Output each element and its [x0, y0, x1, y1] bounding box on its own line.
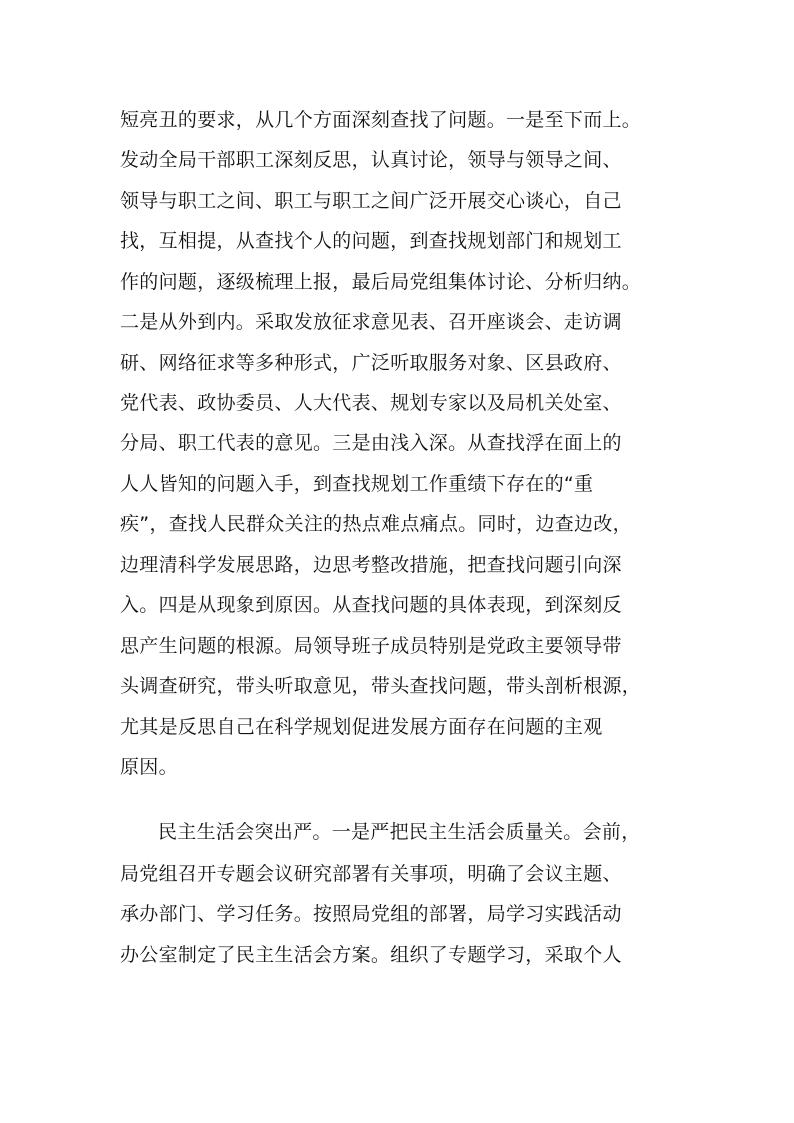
text-line: 疾”，查找人民群众关注的热点难点痛点。同时，边查边改， [120, 513, 632, 535]
text-line: 短亮丑的要求，从几个方面深刻查找了问题。一是至下而上。 [120, 109, 642, 131]
text-line [120, 976, 680, 1016]
text-line: 尤其是反思自己在科学规划促进发展方面存在问题的主观 [120, 716, 603, 738]
text-line: 思产生问题的根源。局领导班子成员特别是党政主要领导带 [120, 635, 622, 657]
text-line: 局党组召开专题会议研究部署有关事项，明确了会议主题、 [120, 863, 622, 885]
text-line: 入。四是从现象到原因。从查找问题的具体表现，到深刻反 [120, 594, 622, 616]
text-line: 边理清科学发展思路，边思考整改措施，把查找问题引向深 [120, 554, 622, 576]
text-line: 发动全局干部职工深刻反思，认真讨论，领导与领导之间、 [120, 149, 622, 171]
text-line: 二是从外到内。采取发放征求意见表、召开座谈会、走访调 [120, 311, 622, 333]
text-line: 承办部门、学习任务。按照局党组的部署，局学习实践活动 [120, 903, 622, 925]
text-line: 分局、职工代表的意见。三是由浅入深。从查找浮在面上的 [120, 432, 622, 454]
text-line: 头调查研究，带头听取意见，带头查找问题，带头剖析根源， [120, 675, 642, 697]
text-line: 作的问题，逐级梳理上报，最后局党组集体讨论、分析归纳。 [120, 271, 642, 293]
text-line: 研、网络征求等多种形式，广泛听取服务对象、区县政府、 [120, 352, 622, 374]
text-line: 找，互相提，从查找个人的问题，到查找规划部门和规划工 [120, 230, 622, 252]
text-line: 原因。 [120, 756, 178, 778]
text-line: 领导与职工之间、职工与职工之间广泛开展交心谈心，自己 [120, 190, 622, 212]
text-line: 人人皆知的问题入手，到查找规划工作重绩下存在的“重 [120, 473, 594, 495]
text-line: 办公室制定了民主生活会方案。组织了专题学习，采取个人 [120, 944, 622, 966]
text-line: 党代表、政协委员、人大代表、规划专家以及局机关处室、 [120, 392, 622, 414]
text-line: 民主生活会突出严。一是严把民主生活会质量关。会前， [158, 821, 641, 843]
